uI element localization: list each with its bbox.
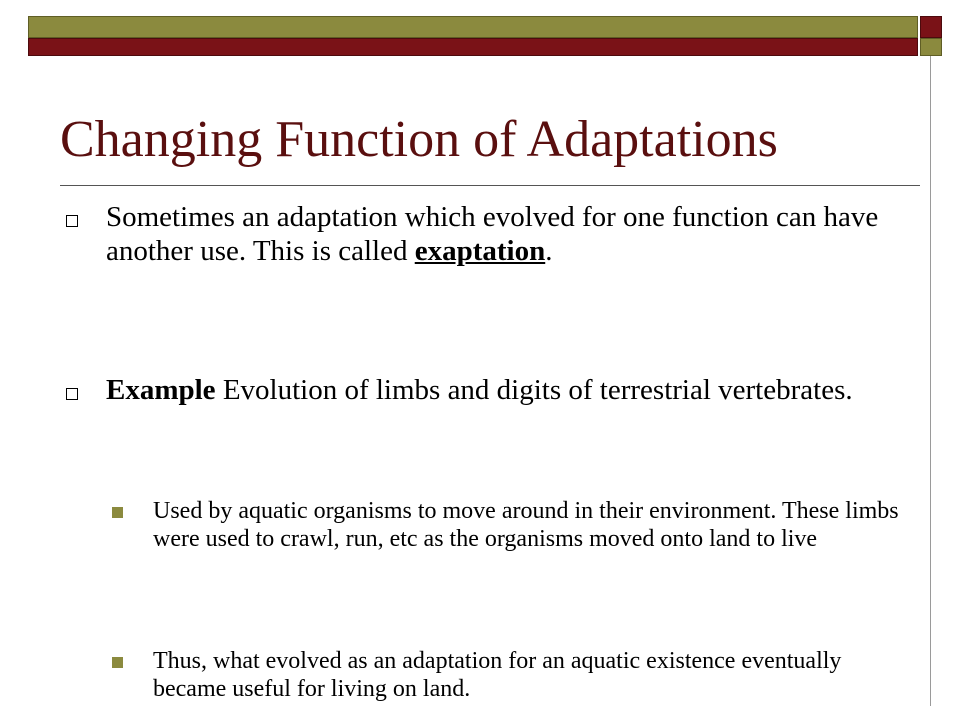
slide-title: Changing Function of Adaptations xyxy=(60,111,778,168)
banner-corner-block xyxy=(920,16,942,56)
filled-square-bullet-icon xyxy=(112,657,123,668)
sub-bullet-text: Used by aquatic organisms to move around in their environment. These limbs were used to crawl, run, etc as the organisms moved onto land to live xyxy=(153,498,899,552)
bullet-text xyxy=(106,373,906,407)
title-divider xyxy=(60,185,920,186)
bullet-text xyxy=(106,200,906,268)
hollow-square-bullet-icon xyxy=(66,388,78,400)
term-exaptation: exaptation xyxy=(414,235,546,267)
header-banner xyxy=(28,16,918,56)
filled-square-bullet-icon xyxy=(112,507,123,518)
example-text: Evolution of limbs and digits of terrestrial vertebrates. xyxy=(215,374,853,406)
banner-olive-stripe xyxy=(28,16,918,38)
bullet-text-before: Sometimes an adaptation which evolved for one function can have another use. This is called xyxy=(106,201,879,267)
corner-olive-square xyxy=(920,38,942,56)
corner-maroon-square xyxy=(920,16,942,38)
bullet-text-after: . xyxy=(545,235,553,267)
sub-bullet-text: Thus, what evolved as an adaptation for an aquatic existence eventually became useful for living on land. xyxy=(153,648,842,702)
hollow-square-bullet-icon xyxy=(66,215,78,227)
banner-maroon-stripe xyxy=(28,38,918,56)
right-edge-line xyxy=(930,56,931,706)
example-label: Example xyxy=(106,374,216,406)
